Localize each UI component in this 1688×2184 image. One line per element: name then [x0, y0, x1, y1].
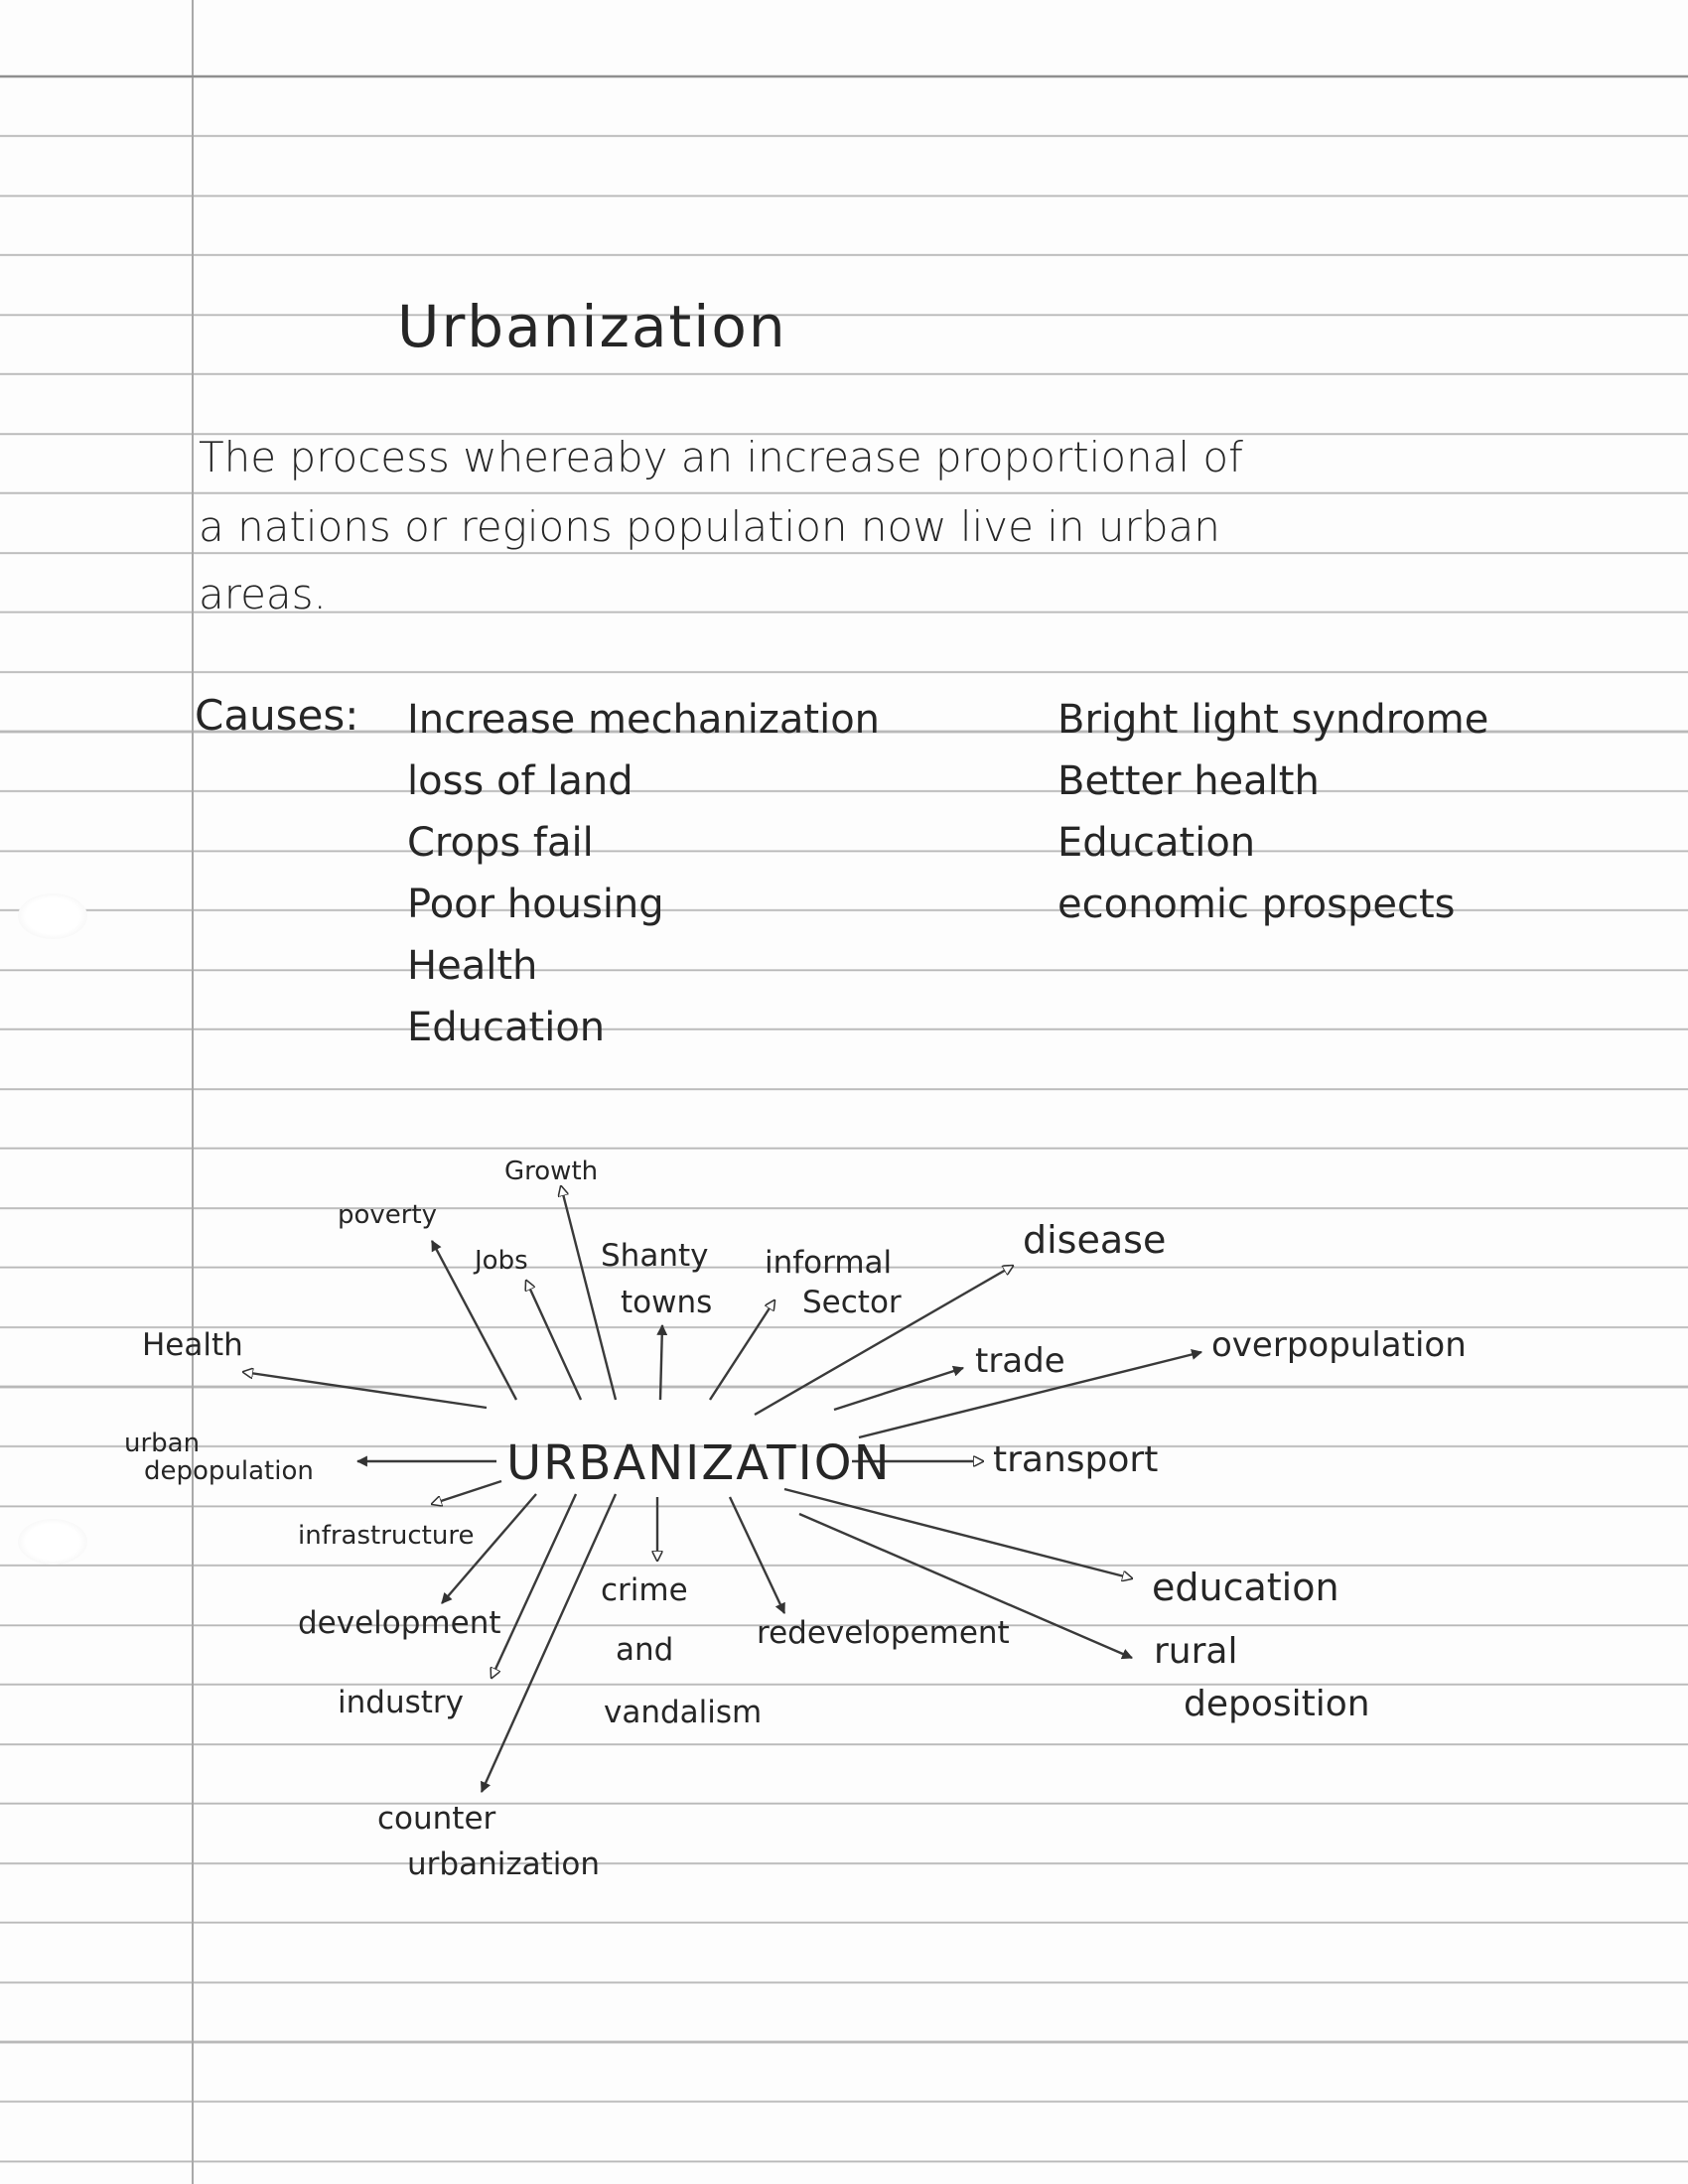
arrow-jobs [526, 1281, 581, 1400]
definition-line-1: The process whereaby an increase proportional of [199, 433, 1243, 481]
branch-label-jobs: Jobs [475, 1246, 528, 1276]
cause-item: Bright light syndrome [1057, 697, 1489, 743]
branch-label-infrastructure: infrastructure [298, 1521, 475, 1551]
arrow-industry [492, 1494, 576, 1678]
branch-label-industry: industry [338, 1685, 464, 1720]
branch-label-health: Health [142, 1327, 243, 1363]
branch-label-counter-urbanization-2: urbanization [407, 1846, 600, 1882]
arrow-redevelopement [730, 1497, 784, 1613]
branch-label-informal-sector: informal [765, 1245, 893, 1281]
cause-item: loss of land [407, 758, 633, 804]
mind-map-labels [124, 1157, 1467, 1882]
branch-label-rural-deposition: rural [1154, 1631, 1238, 1672]
page-title: Urbanization [397, 293, 787, 360]
branch-label-crime-and-vandalism: crime [601, 1572, 688, 1608]
branch-label-shanty-towns-2: towns [621, 1285, 713, 1320]
branch-label-development: development [298, 1605, 501, 1641]
arrow-infrastructure [432, 1481, 501, 1504]
cause-item: Education [1057, 820, 1256, 866]
branch-label-redevelopement: redevelopement [757, 1615, 1010, 1651]
branch-label-overpopulation: overpopulation [1211, 1325, 1467, 1365]
cause-item: economic prospects [1057, 882, 1456, 927]
branch-label-poverty: poverty [338, 1200, 438, 1230]
cause-item: Poor housing [407, 882, 664, 927]
branch-label-rural-deposition-2: deposition [1184, 1684, 1370, 1724]
arrow-informal-sector [710, 1300, 774, 1400]
cause-item: Health [407, 943, 538, 989]
branch-label-crime-and-vandalism-2: and [616, 1632, 674, 1668]
branch-label-transport: transport [993, 1439, 1159, 1480]
definition-line-2: a nations or regions population now live in urban [199, 502, 1220, 551]
branch-label-education: education [1152, 1566, 1339, 1609]
arrow-trade [834, 1368, 963, 1410]
causes-label: Causes: [195, 691, 359, 740]
cause-item: Education [407, 1005, 606, 1050]
branch-label-urban-depopulation: urban [124, 1429, 201, 1458]
cause-item: Better health [1057, 758, 1320, 804]
mind-map-center: URBANIZATION [506, 1435, 892, 1491]
cause-item: Crops fail [407, 820, 594, 866]
arrow-shanty-towns [660, 1325, 662, 1400]
branch-label-crime-and-vandalism-3: vandalism [604, 1695, 763, 1730]
arrow-counter-urbanization [482, 1494, 616, 1792]
branch-label-growth: Growth [504, 1157, 599, 1186]
arrow-growth [561, 1186, 616, 1400]
arrow-health [243, 1372, 487, 1408]
cause-item: Increase mechanization [407, 697, 881, 743]
branch-label-counter-urbanization: counter [377, 1801, 496, 1837]
branch-label-informal-sector-2: Sector [802, 1285, 902, 1320]
branch-label-trade: trade [975, 1341, 1065, 1381]
branch-label-shanty-towns: Shanty [601, 1238, 709, 1274]
arrow-education [784, 1489, 1132, 1578]
branch-label-urban-depopulation-2: depopulation [144, 1456, 314, 1486]
definition-line-3: areas. [199, 570, 327, 618]
branch-label-disease: disease [1023, 1218, 1167, 1262]
